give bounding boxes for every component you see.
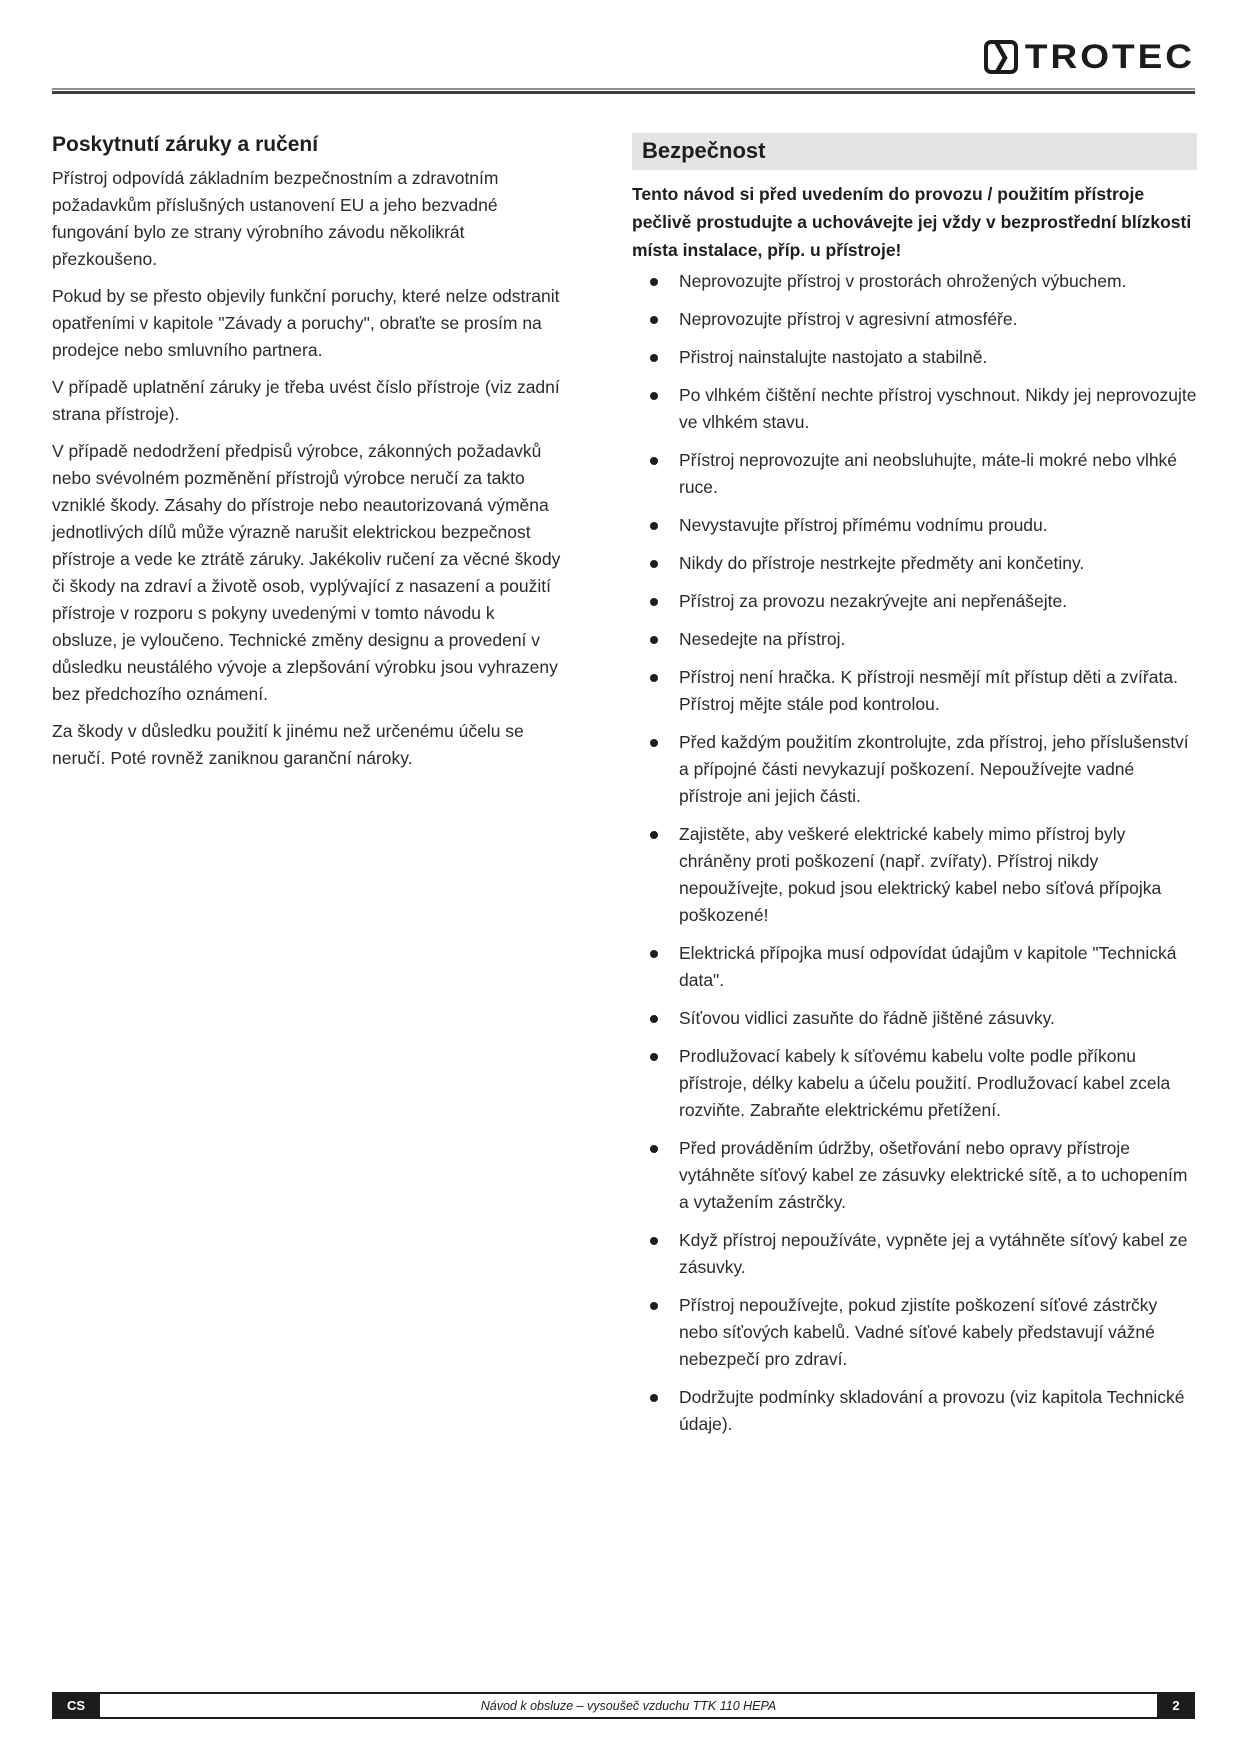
safety-bullet-item: Nevystavujte přístroj přímému vodnímu proudu.: [632, 512, 1197, 539]
safety-bullet-item: Zajistěte, aby veškeré elektrické kabely mimo přístroj byly chráněny proti poškození (např. zvířaty). Přístroj nikdy nepoužívejte, pokud jsou elektrický kabel nebo síťová přípojka poškozené!: [632, 821, 1197, 929]
safety-bullet-item: Když přístroj nepoužíváte, vypněte jej a vytáhněte síťový kabel ze zásuvky.: [632, 1227, 1197, 1281]
brand-name: TROTEC: [1024, 37, 1195, 76]
warranty-paragraph: Pokud by se přesto objevily funkční poruchy, které nelze odstranit opatřeními v kapitole "Závady a poruchy", obraťte se prosím na prodejce nebo smluvního partnera.: [52, 286, 560, 360]
language-badge: CS: [66, 1698, 86, 1713]
safety-bullet-item: Přístroj za provozu nezakrývejte ani nepřenášejte.: [632, 588, 1197, 615]
safety-bullet-item: Po vlhkém čištění nechte přístroj vyschnout. Nikdy jej neprovozujte ve vlhkém stavu.: [632, 382, 1197, 436]
page-header: [52, 0, 1195, 92]
safety-bullet-item: Neprovozujte přístroj v prostorách ohrožených výbuchem.: [632, 268, 1197, 295]
warranty-paragraph: V případě nedodržení předpisů výrobce, zákonných požadavků nebo svévolném pozměnění přístrojů výrobce neručí za takto vzniklé škody. Zásahy do přístroje nebo neautorizovaná výměna jednotlivých dílů může výrazně narušit elektrickou bezpečnost přístroje a vede ke ztrátě záruky. Jakékoliv ručení za věcné škody či škody na zdraví a životě osob, vyplývající z nasazení a použití přístroje v rozporu s pokyny uvedenými v tomto návodu k obsluze, je vyloučeno. Technické změny designu a provedení v důsledku neustálého vývoje a zlepšování výrobku jsou vyhrazeny bez předchozího oznámení.: [52, 441, 561, 704]
safety-bullet-item: Nikdy do přístroje nestrkejte předměty ani končetiny.: [632, 550, 1197, 577]
safety-bullet-item: Síťovou vidlici zasuňte do řádně jištěné zásuvky.: [632, 1005, 1197, 1032]
warranty-paragraph: Za škody v důsledku použití k jinému než určenému účelu se neručí. Poté rovněž zaniknou garanční nároky.: [52, 721, 524, 768]
safety-bullet-item: Neprovozujte přístroj v agresivní atmosféře.: [632, 306, 1197, 333]
safety-bullet-item: Před každým použitím zkontrolujte, zda přístroj, jeho příslušenství a přípojné části nevykazují poškození. Nepoužívejte vadné přístroje ani jejich části.: [632, 729, 1197, 810]
warranty-paragraph: V případě uplatnění záruky je třeba uvést číslo přístroje (viz zadní strana přístroje).: [52, 377, 560, 424]
safety-bullet-item: Dodržujte podmínky skladování a provozu (viz kapitola Technické údaje).: [632, 1384, 1197, 1438]
safety-bullet-item: Elektrická přípojka musí odpovídat údajům v kapitole "Technická data".: [632, 940, 1197, 994]
safety-bullet-item: Přístroj není hračka. K přístroji nesmějí mít přístup děti a zvířata. Přístroj mějte stále pod kontrolou.: [632, 664, 1197, 718]
safety-heading: Bezpečnost: [642, 138, 766, 163]
page-number: 2: [1172, 1698, 1180, 1713]
safety-bullet-item: Prodlužovací kabely k síťovému kabelu volte podle příkonu přístroje, délky kabelu a účelu použití. Prodlužovací kabel zcela rozviňte. Zabraňte elektrickému přetížení.: [632, 1043, 1197, 1124]
safety-bullet-list: [632, 268, 1197, 1438]
footer-title-strip: [100, 1692, 1157, 1719]
safety-bullet-item: Přístroj neprovozujte ani neobsluhujte, máte-li mokré nebo vlhké ruce.: [632, 447, 1197, 501]
safety-bullet-item: Před prováděním údržby, ošetřování nebo opravy přístroje vytáhněte síťový kabel ze zásuvky elektrické sítě, a to uchopením a vytažením zástrčky.: [632, 1135, 1197, 1216]
safety-bullet-item: Přístroj nepoužívejte, pokud zjistíte poškození síťové zástrčky nebo síťových kabelů. Vadné síťové kabely představují vážné nebezpečí pro zdraví.: [632, 1292, 1197, 1373]
warranty-paragraphs: [52, 165, 562, 772]
trotec-chevron-icon: [984, 40, 1018, 74]
safety-section: [632, 133, 1197, 1449]
safety-bullet-item: Nesedejte na přístroj.: [632, 626, 1197, 653]
page-footer: [52, 1692, 1195, 1719]
warranty-section: [52, 133, 562, 1449]
safety-intro: Tento návod si před uvedením do provozu / použitím přístroje pečlivě prostudujte a uchovávejte jej vždy v bezprostřední blízkosti místa instalace, příp. u přístroje!: [632, 184, 1192, 260]
safety-heading-bar: [632, 133, 1197, 170]
document-title: Návod k obsluze – vysoušeč vzduchu TTK 110 HEPA: [480, 1698, 777, 1713]
trotec-logo: [984, 36, 1195, 78]
page-content: [52, 133, 1195, 1449]
header-divider: [52, 88, 1195, 94]
chevron-glyph: ❯: [990, 40, 1011, 72]
warranty-heading: Poskytnutí záruky a ručení: [52, 133, 319, 156]
warranty-paragraph: Přístroj odpovídá základním bezpečnostním a zdravotním požadavkům příslušných ustanovení EU a jeho bezvadné fungování bylo ze strany výrobního závodu několikrát přezkoušeno.: [52, 168, 499, 269]
safety-bullet-item: Přistroj nainstalujte nastojato a stabilně.: [632, 344, 1197, 371]
